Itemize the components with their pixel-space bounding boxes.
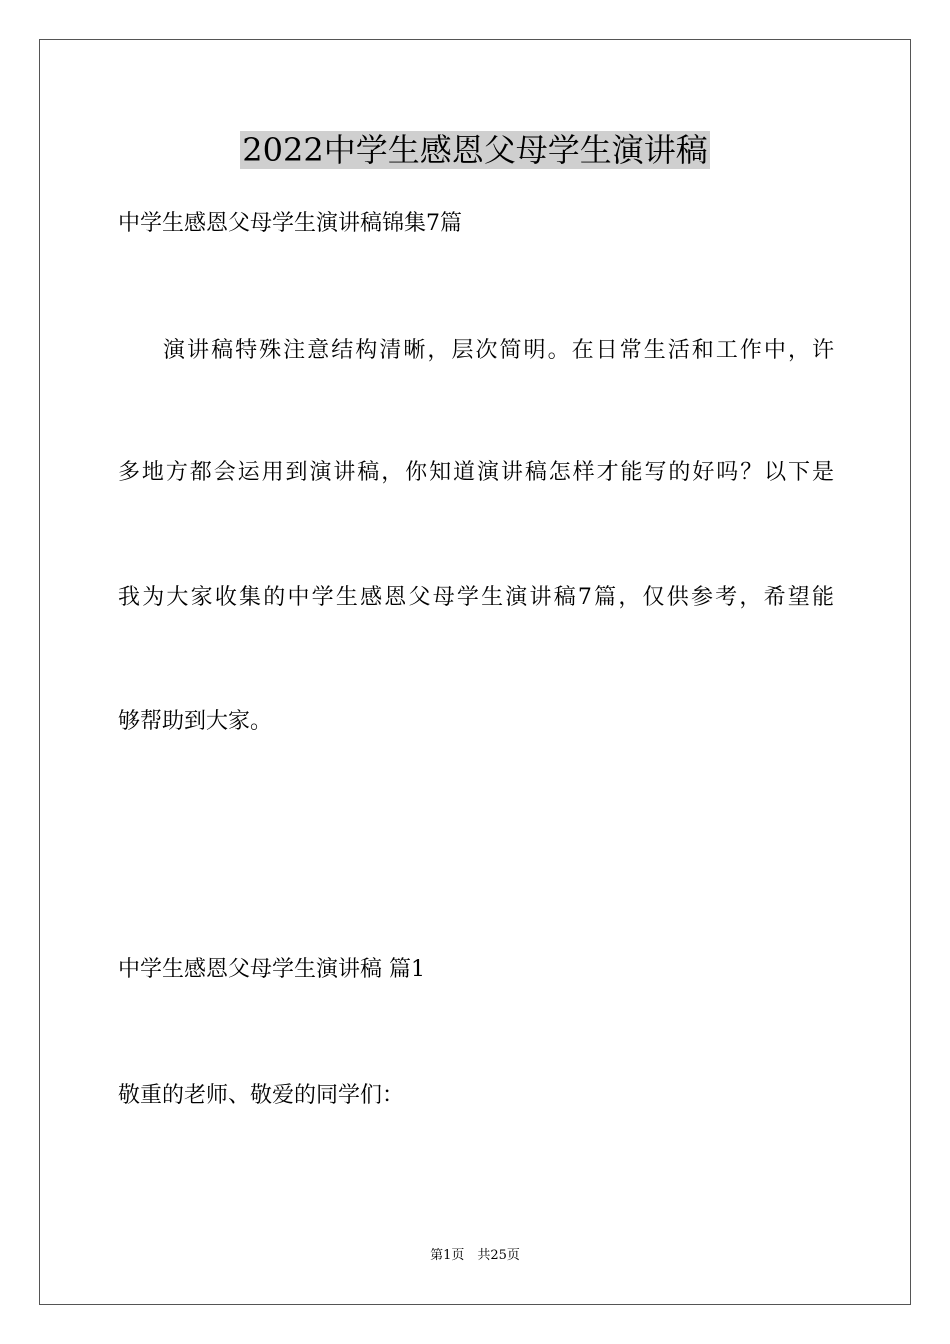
document-subtitle: 中学生感恩父母学生演讲稿锦集7篇 xyxy=(118,211,462,236)
document-title xyxy=(0,128,950,172)
intro-paragraph-line-1: 演讲稿特殊注意结构清晰，层次简明。在日常生活和工作中，许 xyxy=(163,338,834,363)
intro-paragraph-line-3: 我为大家收集的中学生感恩父母学生演讲稿7篇，仅供参考，希望能 xyxy=(118,585,834,610)
intro-paragraph-line-4: 够帮助到大家。 xyxy=(118,709,273,734)
salutation: 敬重的老师、敬爱的同学们： xyxy=(118,1083,405,1108)
document-title-text: 2022中学生感恩父母学生演讲稿 xyxy=(242,131,708,169)
page-footer: 第1页 共25页 xyxy=(430,1248,520,1263)
section-heading: 中学生感恩父母学生演讲稿 篇1 xyxy=(118,957,425,982)
intro-paragraph-line-2: 多地方都会运用到演讲稿，你知道演讲稿怎样才能写的好吗？以下是 xyxy=(118,460,834,485)
